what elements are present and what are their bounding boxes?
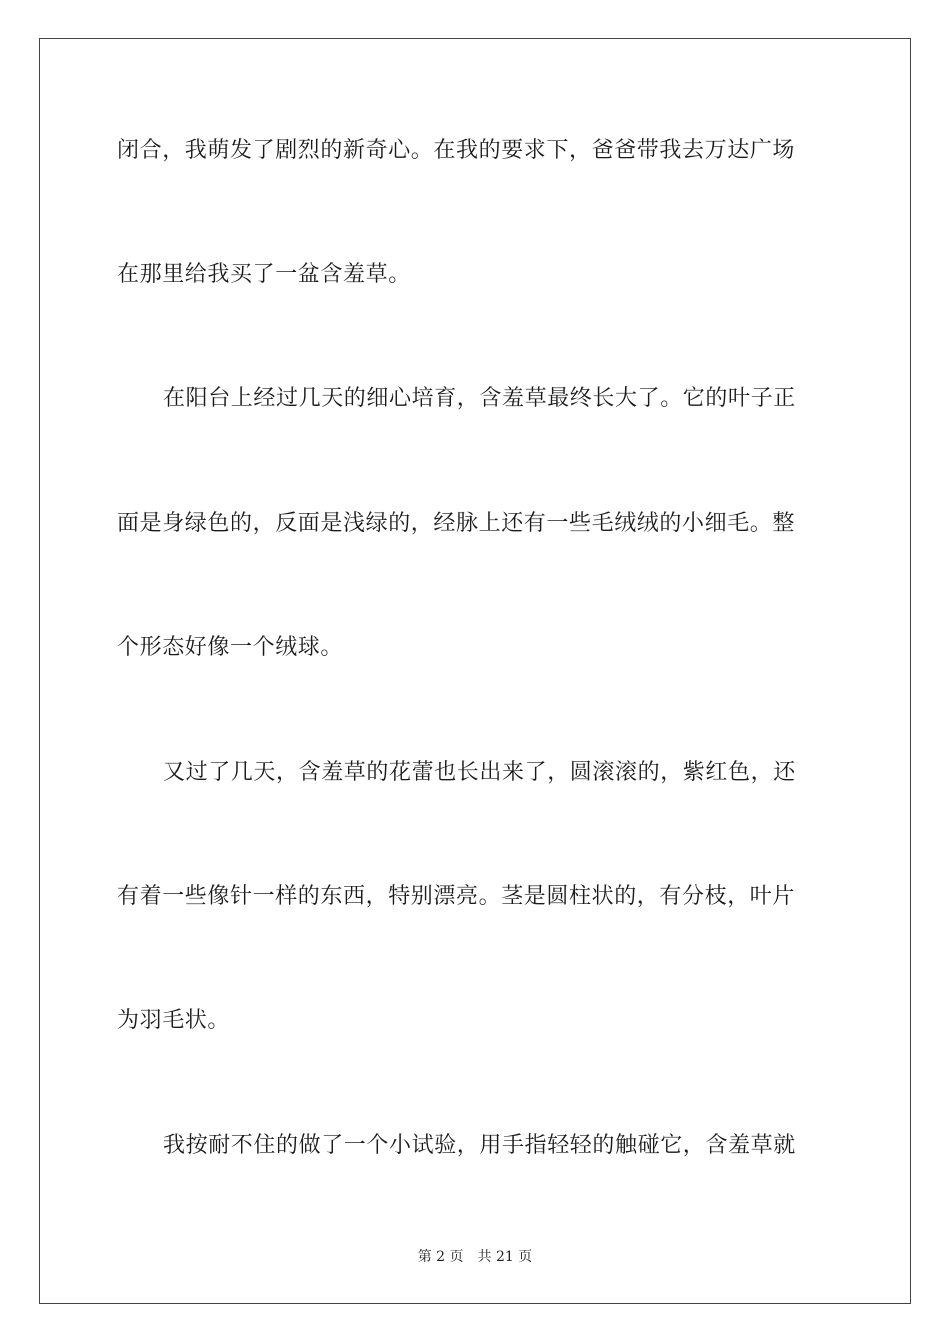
page-footer (0, 1248, 950, 1266)
paragraph-line: 有着一些像针一样的东西，特别漂亮。茎是圆柱状的，有分枝，叶片 (117, 884, 796, 909)
paragraph-line: 面是身绿色的，反面是浅绿的，经脉上还有一些毛绒绒的小细毛。整 (117, 511, 796, 536)
total-pages: 共 21 页 (477, 1249, 533, 1265)
page-number: 第 2 页 (417, 1249, 464, 1265)
paragraph-line: 又过了几天，含羞草的花蕾也长出来了，圆滚滚的，紫红色，还 (163, 760, 796, 785)
paragraph-line: 闭合，我萌发了剧烈的新奇心。在我的要求下，爸爸带我去万达广场 (117, 138, 796, 163)
paragraph-line: 我按耐不住的做了一个小试验，用手指轻轻的触碰它，含羞草就 (163, 1133, 796, 1158)
paragraph-line: 为羽毛状。 (117, 1008, 231, 1033)
paragraph-line: 在阳台上经过几天的细心培育，含羞草最终长大了。它的叶子正 (163, 386, 796, 411)
page-border (39, 38, 911, 1304)
paragraph-line: 在那里给我买了一盆含羞草。 (117, 262, 411, 287)
paragraph-line: 个形态好像一个绒球。 (117, 635, 344, 660)
